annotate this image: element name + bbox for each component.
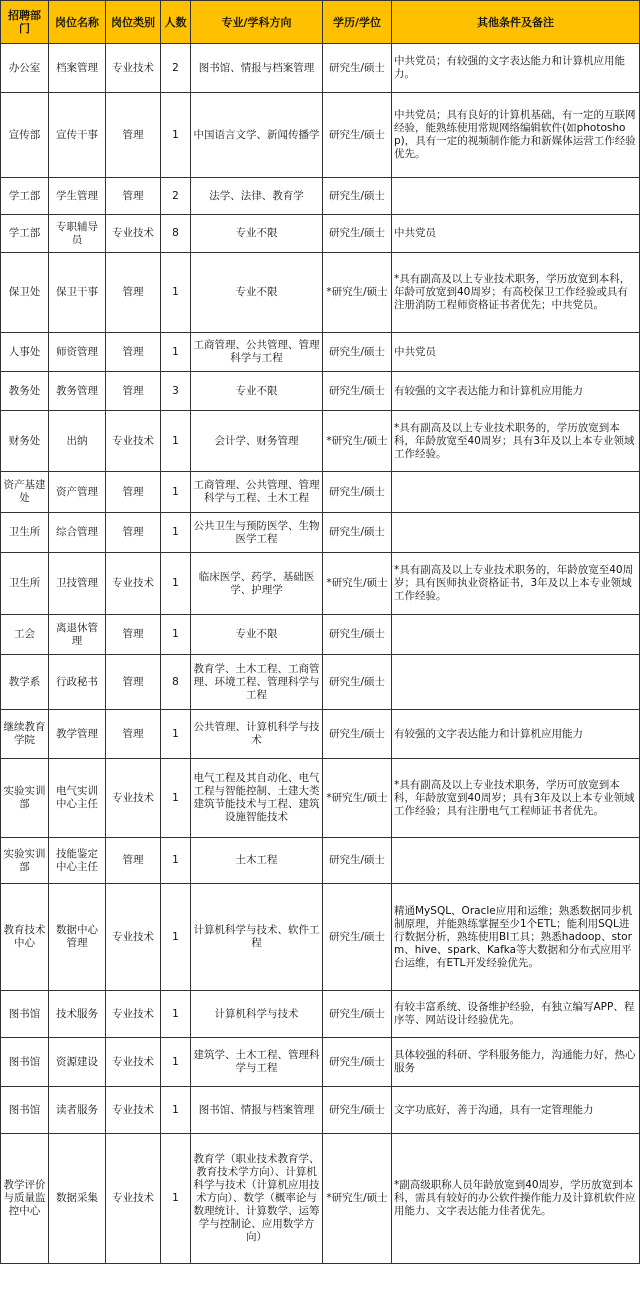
major-cell: 计算机科学与技术 — [191, 991, 323, 1038]
table-row — [1, 553, 640, 615]
position-cell: 离退休管理 — [49, 615, 106, 655]
header-position: 岗位名称 — [49, 1, 106, 44]
major-cell: 专业不限 — [191, 253, 323, 333]
degree-cell: 研究生/硕士 — [323, 1038, 392, 1087]
degree-cell: *研究生/硕士 — [323, 1134, 392, 1264]
major-cell: 建筑学、土木工程、管理科学与工程 — [191, 1038, 323, 1087]
table-row — [1, 884, 640, 991]
notes-cell: 中共党员 — [392, 215, 640, 253]
notes-cell: *具有副高及以上专业技术职务，学历可放宽到本科，年龄放宽到40周岁；具有3年及以上本专业领域工作经验；具有注册电气工程师证书者优先。 — [392, 759, 640, 838]
position-cell: 卫技管理 — [49, 553, 106, 615]
notes-cell: *具有副高及以上专业技术职务的，年龄放宽至40周岁；具有医师执业资格证书，3年及以上本专业领域工作经验。 — [392, 553, 640, 615]
notes-cell: 有较强的文字表达能力和计算机应用能力 — [392, 710, 640, 759]
header-count: 人数 — [161, 1, 191, 44]
count-cell: 1 — [161, 411, 191, 472]
major-cell: 公共卫生与预防医学、生物医学工程 — [191, 513, 323, 553]
dept-cell: 教务处 — [1, 372, 49, 411]
dept-cell: 人事处 — [1, 333, 49, 372]
category-cell: 管理 — [106, 333, 161, 372]
degree-cell: *研究生/硕士 — [323, 253, 392, 333]
notes-cell — [392, 472, 640, 513]
count-cell: 1 — [161, 1038, 191, 1087]
dept-cell: 卫生所 — [1, 553, 49, 615]
table-row — [1, 838, 640, 884]
category-cell: 专业技术 — [106, 991, 161, 1038]
position-cell: 保卫干事 — [49, 253, 106, 333]
major-cell: 专业不限 — [191, 215, 323, 253]
dept-cell: 保卫处 — [1, 253, 49, 333]
category-cell: 专业技术 — [106, 1087, 161, 1134]
dept-cell: 教育技术中心 — [1, 884, 49, 991]
count-cell: 1 — [161, 710, 191, 759]
category-cell: 管理 — [106, 472, 161, 513]
degree-cell: 研究生/硕士 — [323, 93, 392, 178]
notes-cell — [392, 615, 640, 655]
count-cell: 3 — [161, 372, 191, 411]
degree-cell: *研究生/硕士 — [323, 759, 392, 838]
category-cell: 专业技术 — [106, 884, 161, 991]
position-cell: 专职辅导员 — [49, 215, 106, 253]
category-cell: 专业技术 — [106, 553, 161, 615]
table-row — [1, 253, 640, 333]
table-row — [1, 215, 640, 253]
dept-cell: 卫生所 — [1, 513, 49, 553]
major-cell: 专业不限 — [191, 615, 323, 655]
dept-cell: 财务处 — [1, 411, 49, 472]
degree-cell: 研究生/硕士 — [323, 884, 392, 991]
category-cell: 专业技术 — [106, 44, 161, 93]
position-cell: 数据中心管理 — [49, 884, 106, 991]
major-cell: 计算机科学与技术、软件工程 — [191, 884, 323, 991]
degree-cell: 研究生/硕士 — [323, 710, 392, 759]
major-cell: 公共管理、计算机科学与技术 — [191, 710, 323, 759]
position-cell: 宣传干事 — [49, 93, 106, 178]
position-cell: 资产管理 — [49, 472, 106, 513]
table-row — [1, 372, 640, 411]
header-notes: 其他条件及备注 — [392, 1, 640, 44]
notes-cell: *副高级职称人员年龄放宽到40周岁，学历放宽到本科，需具有较好的办公软件操作能力及计算机软件应用能力、文字表达能力佳者优先。 — [392, 1134, 640, 1264]
category-cell: 管理 — [106, 615, 161, 655]
position-cell: 学生管理 — [49, 178, 106, 215]
degree-cell: 研究生/硕士 — [323, 372, 392, 411]
category-cell: 管理 — [106, 655, 161, 710]
degree-cell: 研究生/硕士 — [323, 838, 392, 884]
notes-cell: 中共党员；具有良好的计算机基础，有一定的互联网经验，能熟练使用常规网络编辑软件(如photoshop)，具有一定的视频制作能力和新媒体运营工作经验优先。 — [392, 93, 640, 178]
degree-cell: 研究生/硕士 — [323, 215, 392, 253]
major-cell: 土木工程 — [191, 838, 323, 884]
header-degree: 学历/学位 — [323, 1, 392, 44]
position-cell: 资源建设 — [49, 1038, 106, 1087]
header-major: 专业/学科方向 — [191, 1, 323, 44]
notes-cell — [392, 513, 640, 553]
major-cell: 中国语言文学、新闻传播学 — [191, 93, 323, 178]
table-row — [1, 615, 640, 655]
notes-cell: 有较强的文字表达能力和计算机应用能力 — [392, 372, 640, 411]
table-row — [1, 1038, 640, 1087]
count-cell: 1 — [161, 472, 191, 513]
position-cell: 电气实训中心主任 — [49, 759, 106, 838]
table-row — [1, 1134, 640, 1264]
table-row — [1, 991, 640, 1038]
notes-cell: *具有副高及以上专业技术职务，学历放宽到本科，年龄可放宽到40周岁；有高校保卫工作经验或具有注册消防工程师资格证书者优先；中共党员。 — [392, 253, 640, 333]
position-cell: 教务管理 — [49, 372, 106, 411]
count-cell: 8 — [161, 215, 191, 253]
position-cell: 档案管理 — [49, 44, 106, 93]
position-cell: 行政秘书 — [49, 655, 106, 710]
position-cell: 技能鉴定中心主任 — [49, 838, 106, 884]
notes-cell — [392, 655, 640, 710]
table-row — [1, 333, 640, 372]
notes-cell — [392, 838, 640, 884]
count-cell: 1 — [161, 513, 191, 553]
degree-cell: 研究生/硕士 — [323, 44, 392, 93]
category-cell: 管理 — [106, 513, 161, 553]
table-row — [1, 513, 640, 553]
degree-cell: 研究生/硕士 — [323, 513, 392, 553]
table-row — [1, 655, 640, 710]
dept-cell: 实验实训部 — [1, 838, 49, 884]
table-row — [1, 411, 640, 472]
position-cell: 综合管理 — [49, 513, 106, 553]
major-cell: 电气工程及其自动化、电气工程与智能控制、土建大类建筑节能技术与工程、建筑设施智能技术 — [191, 759, 323, 838]
notes-cell — [392, 178, 640, 215]
count-cell: 1 — [161, 553, 191, 615]
count-cell: 1 — [161, 991, 191, 1038]
table-row — [1, 472, 640, 513]
count-cell: 1 — [161, 333, 191, 372]
category-cell: 管理 — [106, 253, 161, 333]
category-cell: 管理 — [106, 178, 161, 215]
count-cell: 8 — [161, 655, 191, 710]
dept-cell: 教学评价与质量监控中心 — [1, 1134, 49, 1264]
table-row — [1, 44, 640, 93]
count-cell: 1 — [161, 93, 191, 178]
major-cell: 教育学、土木工程、工商管理、环境工程、管理科学与工程 — [191, 655, 323, 710]
degree-cell: 研究生/硕士 — [323, 472, 392, 513]
table-row — [1, 93, 640, 178]
dept-cell: 图书馆 — [1, 1087, 49, 1134]
position-cell: 教学管理 — [49, 710, 106, 759]
major-cell: 图书馆、情报与档案管理 — [191, 44, 323, 93]
notes-cell: 中共党员 — [392, 333, 640, 372]
count-cell: 1 — [161, 253, 191, 333]
major-cell: 工商管理、公共管理、管理科学与工程 — [191, 333, 323, 372]
major-cell: 会计学、财务管理 — [191, 411, 323, 472]
count-cell: 1 — [161, 1087, 191, 1134]
dept-cell: 图书馆 — [1, 991, 49, 1038]
table-row — [1, 710, 640, 759]
count-cell: 1 — [161, 838, 191, 884]
major-cell: 临床医学、药学、基础医学、护理学 — [191, 553, 323, 615]
dept-cell: 办公室 — [1, 44, 49, 93]
count-cell: 2 — [161, 44, 191, 93]
notes-cell: 中共党员；有较强的文字表达能力和计算机应用能力。 — [392, 44, 640, 93]
header-dept: 招聘部门 — [1, 1, 49, 44]
major-cell: 工商管理、公共管理、管理科学与工程、土木工程 — [191, 472, 323, 513]
category-cell: 管理 — [106, 93, 161, 178]
category-cell: 管理 — [106, 372, 161, 411]
position-cell: 技术服务 — [49, 991, 106, 1038]
major-cell: 法学、法律、教育学 — [191, 178, 323, 215]
degree-cell: 研究生/硕士 — [323, 333, 392, 372]
notes-cell: 有较丰富系统、设备维护经验，有独立编写APP、程序等、网站设计经验优先。 — [392, 991, 640, 1038]
count-cell: 1 — [161, 759, 191, 838]
position-cell: 数据采集 — [49, 1134, 106, 1264]
dept-cell: 工会 — [1, 615, 49, 655]
dept-cell: 学工部 — [1, 215, 49, 253]
degree-cell: 研究生/硕士 — [323, 655, 392, 710]
major-cell: 专业不限 — [191, 372, 323, 411]
dept-cell: 学工部 — [1, 178, 49, 215]
dept-cell: 资产基建处 — [1, 472, 49, 513]
dept-cell: 教学系 — [1, 655, 49, 710]
dept-cell: 实验实训部 — [1, 759, 49, 838]
degree-cell: 研究生/硕士 — [323, 991, 392, 1038]
category-cell: 管理 — [106, 838, 161, 884]
position-cell: 出纳 — [49, 411, 106, 472]
category-cell: 专业技术 — [106, 759, 161, 838]
count-cell: 1 — [161, 1134, 191, 1264]
dept-cell: 继续教育学院 — [1, 710, 49, 759]
header-category: 岗位类别 — [106, 1, 161, 44]
category-cell: 专业技术 — [106, 1134, 161, 1264]
degree-cell: 研究生/硕士 — [323, 178, 392, 215]
count-cell: 1 — [161, 615, 191, 655]
degree-cell: 研究生/硕士 — [323, 615, 392, 655]
notes-cell: 精通MySQL、Oracle应用和运维；熟悉数据同步机制原理，并能熟练掌握至少1个ETL；能利用SQL进行数据分析，熟练使用BI工具；熟悉hadoop、storm、hive、spark、Kafka等大数据和分布式应用平台运维，有ETL开发经验优先。 — [392, 884, 640, 991]
dept-cell: 图书馆 — [1, 1038, 49, 1087]
notes-cell: 具体较强的科研、学科服务能力，沟通能力好，热心服务 — [392, 1038, 640, 1087]
category-cell: 专业技术 — [106, 215, 161, 253]
category-cell: 专业技术 — [106, 411, 161, 472]
header-row — [1, 1, 640, 44]
position-cell: 师资管理 — [49, 333, 106, 372]
notes-cell: *具有副高及以上专业技术职务的，学历放宽到本科，年龄放宽至40周岁；具有3年及以上本专业领域工作经验。 — [392, 411, 640, 472]
degree-cell: 研究生/硕士 — [323, 1087, 392, 1134]
count-cell: 1 — [161, 884, 191, 991]
count-cell: 2 — [161, 178, 191, 215]
table-row — [1, 1087, 640, 1134]
category-cell: 管理 — [106, 710, 161, 759]
notes-cell: 文字功底好，善于沟通，具有一定管理能力 — [392, 1087, 640, 1134]
table-row — [1, 178, 640, 215]
position-cell: 读者服务 — [49, 1087, 106, 1134]
category-cell: 专业技术 — [106, 1038, 161, 1087]
major-cell: 图书馆、情报与档案管理 — [191, 1087, 323, 1134]
dept-cell: 宣传部 — [1, 93, 49, 178]
major-cell: 教育学（职业技术教育学、教育技术学方向）、计算机科学与技术（计算机应用技术方向）、数学（概率论与数理统计、计算数学、运筹学与控制论、应用数学方向） — [191, 1134, 323, 1264]
degree-cell: *研究生/硕士 — [323, 553, 392, 615]
table-row — [1, 759, 640, 838]
degree-cell: *研究生/硕士 — [323, 411, 392, 472]
